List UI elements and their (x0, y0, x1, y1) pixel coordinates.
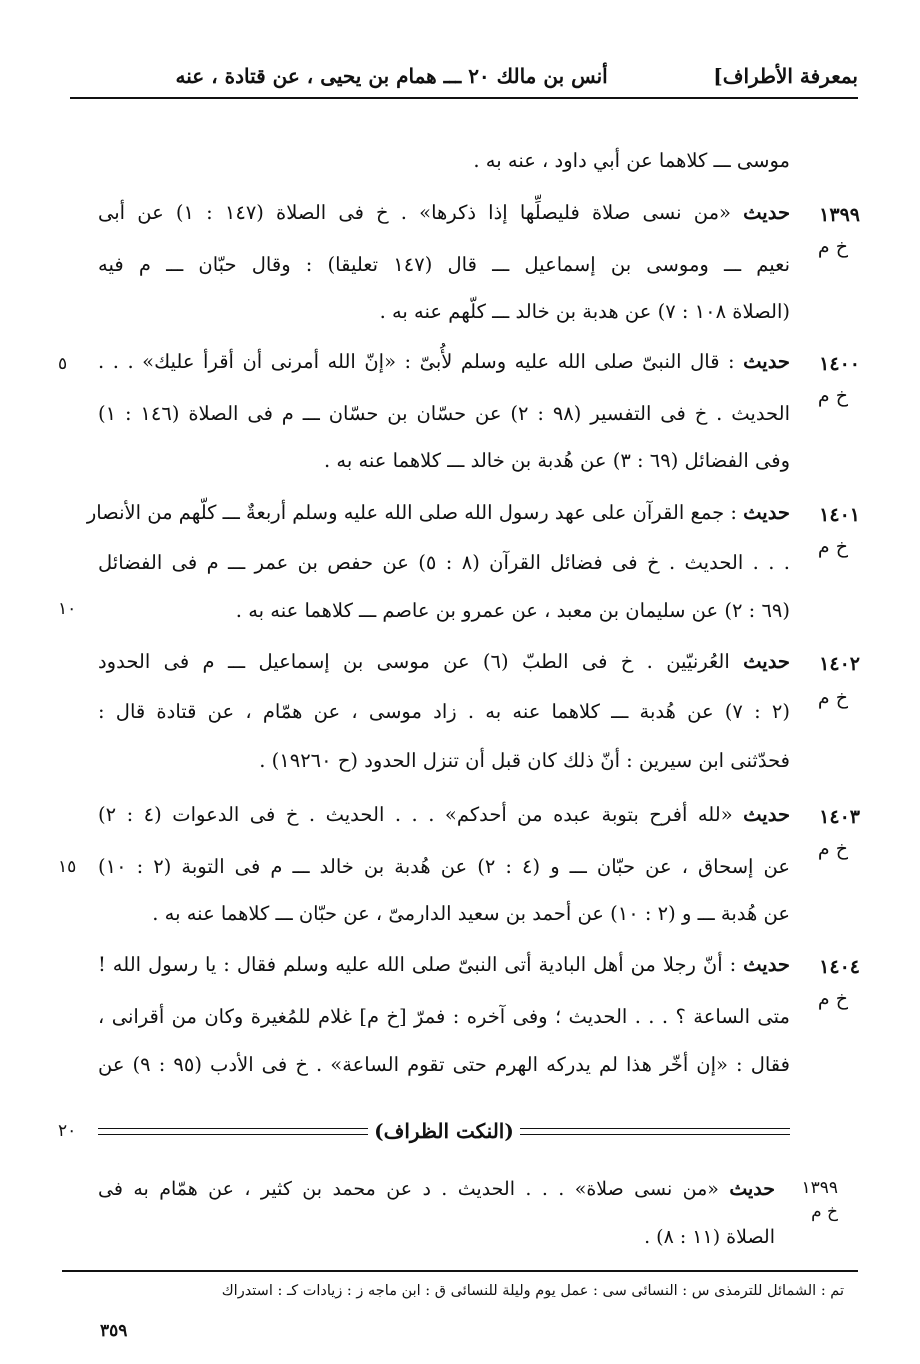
hadith-lead: حديث (743, 650, 790, 673)
hadith-lead: حديث (743, 803, 791, 826)
margin-line-number: ١٠ (58, 599, 77, 619)
abbreviations-key: تم : الشمائل للترمذى س : النسائى سى : عمل يوم وليلة للنسائى ق : ابن ماجه ز : زيادات كـ : استدراك (221, 1283, 844, 1299)
header-rule (70, 97, 858, 99)
text-span: «من نسى صلاة» . . . الحديث . د عن محمد بن كثير ، عن همّام به فى (98, 1178, 730, 1200)
text-span: «من نسى صلاة فليصلِّها إذا ذكرها» . خ فى الصلاة (١٤٧ : ١) عن أبى (98, 201, 744, 224)
text-line: . . . الحديث . خ فى فضائل القرآن (٨ : ٥) عن حفص بن عمر ـــ م فى الفضائل (98, 551, 790, 574)
hadith-number: ١٤٠٠ (819, 353, 860, 375)
text-span: العُرنيّين . خ فى الطبّ (٦) عن موسى بن إسماعيل ـــ م فى الحدود (98, 650, 744, 673)
text-line (98, 950, 790, 980)
hadith-lead: حديث (743, 201, 791, 224)
hadith-lead: حديث (743, 501, 790, 524)
header-right-title: بمعرفة الأطراف] (713, 64, 858, 88)
sigla: خ م (817, 536, 848, 558)
text-line: فقال : «إن أخّر هذا لم يدركه الهرم حتى تقوم الساعة» . خ فى الأدب (٩٥ : ٩) عن (98, 1053, 790, 1076)
margin-line-number: ٥ (58, 354, 68, 374)
footnote-line: الصلاة (١١ : ٨) . (644, 1226, 775, 1248)
text-span: «لله أفرح بتوبة عبده من أحدكم» . . . الحديث . خ فى الدعوات (٤ : ٢) (98, 803, 744, 826)
text-line (86, 498, 790, 528)
text-span: : قال النبىّ صلى الله عليه وسلم لأُبىّ : «إنّ الله أمرنى أن أقرأ عليك» . . . (98, 350, 744, 373)
hadith-lead: حديث (743, 350, 790, 373)
hadith-number: ١٤٠٢ (819, 653, 860, 675)
footer-rule (62, 1270, 858, 1272)
text-line: موسى ـــ كلاهما عن أبي داود ، عنه به . (473, 149, 790, 172)
header-center-title: أنس بن مالك ٢٠ ـــ همام بن يحيى ، عن قتادة ، عنه (175, 64, 608, 88)
text-line (98, 647, 790, 677)
hadith-lead: حديث (743, 953, 790, 976)
footnote-sigla: خ م (811, 1202, 838, 1222)
text-line (98, 347, 790, 377)
text-line: (٦٩ : ٢) عن سليمان بن معبد ، عن عمرو بن عاصم ـــ كلاهما عنه به . (235, 599, 790, 622)
text-line: وفى الفضائل (٦٩ : ٣) عن هُدبة بن خالد ـــ كلاهما عنه به . (323, 449, 790, 472)
divider-title: (النكت الظراف) (374, 1119, 514, 1143)
running-header (70, 56, 858, 96)
text-line: عن هُدبة ـــ و (٢ : ١٠) عن أحمد بن سعيد الدارمىّ ، عن حبّان ـــ كلاهما عنه به . (152, 902, 790, 925)
text-span: : جمع القرآن على عهد رسول الله صلى الله عليه وسلم أربعةٌ ـــ كلّهم من الأنصار (86, 501, 744, 524)
divider-rule-right (520, 1128, 790, 1135)
text-line: الحديث . خ فى التفسير (٩٨ : ٢) عن حسّان بن حسّان ـــ م فى الصلاة (١٤٦ : ١) (98, 402, 791, 425)
margin-line-number: ١٥ (58, 857, 77, 877)
page-number: ٣٥٩ (100, 1321, 128, 1341)
sigla: خ م (817, 838, 848, 860)
sigla: خ م (817, 385, 848, 407)
divider-rule-left (98, 1128, 368, 1135)
text-line: فحدّثنى ابن سيرين : أنّ ذلك كان قبل أن تنزل الحدود (ح ١٩٢٦٠) . (259, 749, 790, 772)
text-line: متى الساعة ؟ . . . الحديث ؛ وفى آخره : فمرّ [خ م] غلام للمُغيرة وكان من أقرانى ، (98, 1005, 790, 1028)
hadith-number: ١٤٠٤ (819, 956, 860, 978)
hadith-number: ١٤٠٣ (819, 806, 860, 828)
footnote-number: ١٣٩٩ (801, 1178, 838, 1198)
text-line: (٢ : ٧) عن هُدبة ـــ كلاهما عنه به . زاد موسى ، عن همّام ، عن قتادة قال : (98, 700, 790, 723)
text-span: : أنّ رجلا من أهل البادية أتى النبىّ صلى الله عليه وسلم فقال : يا رسول الله ! (98, 953, 744, 976)
section-divider (98, 1116, 790, 1146)
margin-line-number: ٢٠ (58, 1121, 77, 1141)
text-line (98, 800, 790, 830)
sigla: خ م (817, 687, 848, 709)
sigla: خ م (817, 236, 848, 258)
text-line: نعيم ـــ وموسى بن إسماعيل ـــ قال (١٤٧ تعليقا) : وقال حبّان ـــ م فيه (98, 253, 790, 276)
text-line: (الصلاة ١٠٨ : ٧) عن هدبة بن خالد ـــ كلّهم عنه به . (379, 300, 790, 323)
hadith-number: ١٣٩٩ (819, 204, 860, 226)
text-line: عن إسحاق ، عن حبّان ـــ و (٤ : ٢) عن هُدبة بن خالد ـــ م فى التوبة (٢ : ١٠) (98, 855, 791, 878)
text-line (98, 198, 790, 228)
hadith-lead: حديث (729, 1178, 775, 1200)
footnote-line (98, 1174, 775, 1204)
sigla: خ م (817, 988, 848, 1010)
hadith-number: ١٤٠١ (819, 504, 860, 526)
